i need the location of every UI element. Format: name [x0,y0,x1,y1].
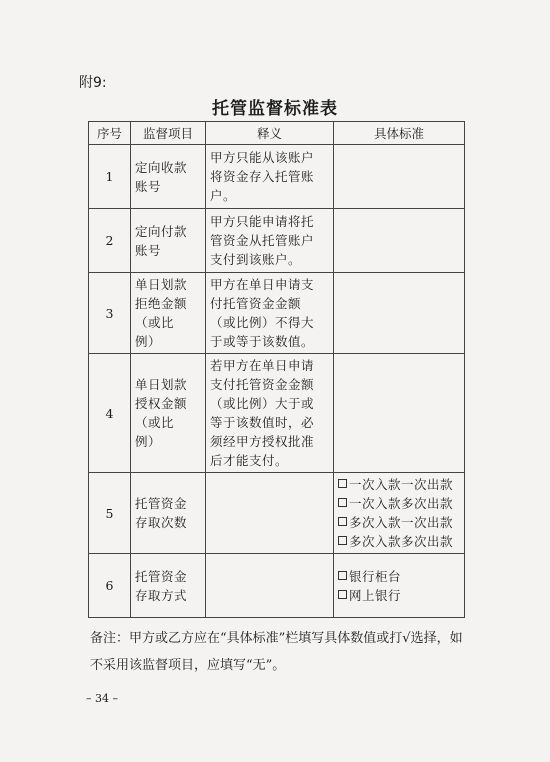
attachment-label: 附9: [79,75,107,91]
line-text: 户。 [210,188,237,203]
checkbox-option[interactable] [338,567,460,586]
footnote: 备注：甲方或乙方应在“具体标准”栏填写具体数值或打√选择，如不采用该监督项目，应填写“无”。 [90,631,463,673]
line-text: 等于该数值时，必 [210,415,315,430]
item-cell [131,145,206,209]
line-text: 拒绝金额 [135,296,188,311]
row-number: 4 [89,354,131,473]
cell-line [135,158,201,177]
cell-line [135,241,201,260]
line-text: 单日划款 [135,377,188,392]
line-text: 存取次数 [135,515,188,530]
header-explanation: 释义 [206,122,334,145]
cell-line [210,432,329,451]
checkbox-option[interactable] [338,475,460,494]
explanation-cell [206,209,334,273]
document-title: 托管监督标准表 [212,99,338,119]
cell-line [210,186,329,205]
cell-line [135,375,201,394]
standard-cell[interactable] [334,473,465,554]
line-text: 甲方只能申请将托 [210,214,315,229]
checkbox-option[interactable] [338,532,460,551]
header-item: 监督项目 [131,122,206,145]
checkbox-icon[interactable] [338,571,347,580]
item-cell [131,354,206,473]
cell-line [135,432,201,451]
cell-line [210,332,329,351]
explanation-cell [206,273,334,354]
table-row [89,145,465,209]
option-label: 多次入款多次出款 [349,534,454,549]
cell-line [135,222,201,241]
line-text: 账号 [135,178,162,194]
standard-cell[interactable] [334,209,465,273]
line-text: 管资金从托管账户 [210,233,315,248]
line-text: 支付托管资金金额 [210,377,315,392]
row-number: 1 [89,145,131,209]
line-text: 授权金额 [135,396,188,411]
table-row [89,473,465,554]
row-number: 5 [89,473,131,554]
line-text: 账号 [135,242,162,258]
line-text: 后才能支付。 [210,453,289,468]
cell-line [210,313,329,332]
cell-line [135,513,201,532]
line-text: 定向收款 [135,159,188,175]
line-text: （或比 [135,315,175,330]
option-label: 一次入款多次出款 [349,496,454,511]
line-text: 例） [135,334,162,349]
cell-line [210,148,329,167]
cell-line [135,177,201,196]
table-header-row [89,122,465,145]
item-cell [131,473,206,554]
item-cell [131,273,206,354]
checkbox-icon[interactable] [338,590,347,599]
line-text: （或比 [135,415,175,430]
cell-line [210,275,329,294]
line-text: 支付到该账户。 [210,252,302,267]
row-number: 6 [89,554,131,618]
header-no: 序号 [89,122,131,145]
checkbox-icon[interactable] [338,517,347,526]
explanation-cell [206,473,334,554]
table-row [89,209,465,273]
cell-line [210,250,329,269]
option-label: 多次入款一次出款 [349,515,454,530]
standard-cell[interactable] [334,354,465,473]
line-text: 定向付款 [135,223,188,239]
cell-line [135,313,201,332]
cell-line [135,394,201,413]
cell-line [210,356,329,375]
checkbox-option[interactable] [338,586,460,605]
cell-line [210,212,329,231]
line-text: 托管资金 [135,496,188,511]
explanation-cell [206,354,334,473]
cell-line [135,275,201,294]
row-number: 3 [89,273,131,354]
cell-line [135,586,201,605]
line-text: 托管资金 [135,568,188,584]
line-text: 例） [135,434,162,449]
cell-line [210,394,329,413]
explanation-cell [206,554,334,618]
cell-line [135,494,201,513]
checkbox-icon[interactable] [338,536,347,545]
line-text: 甲方只能从该账户 [210,150,315,165]
line-text: 将资金存入托管账 [210,169,315,184]
checkbox-icon[interactable] [338,479,347,488]
line-text: 甲方在单日申请支 [210,277,315,292]
standard-cell[interactable] [334,554,465,618]
table-row [89,554,465,618]
line-text: 于或等于该数值。 [210,334,315,349]
standard-cell[interactable] [334,145,465,209]
checkbox-icon[interactable] [338,498,347,507]
table-row [89,273,465,354]
table-row [89,354,465,473]
standard-cell[interactable] [334,273,465,354]
line-text: 单日划款 [135,277,188,292]
cell-line [210,231,329,250]
cell-line [135,294,201,313]
cell-line [210,451,329,470]
line-text: 须经甲方授权批准 [210,434,315,449]
cell-line [210,167,329,186]
cell-line [210,294,329,313]
page-number: – 34 – [86,692,118,705]
cell-line [135,567,201,586]
explanation-cell [206,145,334,209]
option-label: 银行柜台 [349,568,402,584]
checkbox-option[interactable] [338,513,460,532]
cell-line [210,375,329,394]
line-text: （或比例）不得大 [210,315,315,330]
item-cell [131,209,206,273]
row-number: 2 [89,209,131,273]
option-label: 一次入款一次出款 [349,477,454,492]
checkbox-option[interactable] [338,494,460,513]
standards-table [88,121,465,618]
line-text: 存取方式 [135,587,188,603]
option-label: 网上银行 [349,587,402,603]
line-text: （或比例）大于或 [210,396,315,411]
cell-line [135,413,201,432]
item-cell [131,554,206,618]
line-text: 若甲方在单日申请 [210,358,315,373]
line-text: 付托管资金金额 [210,296,302,311]
header-standard: 具体标准 [334,122,465,145]
cell-line [135,332,201,351]
cell-line [210,413,329,432]
